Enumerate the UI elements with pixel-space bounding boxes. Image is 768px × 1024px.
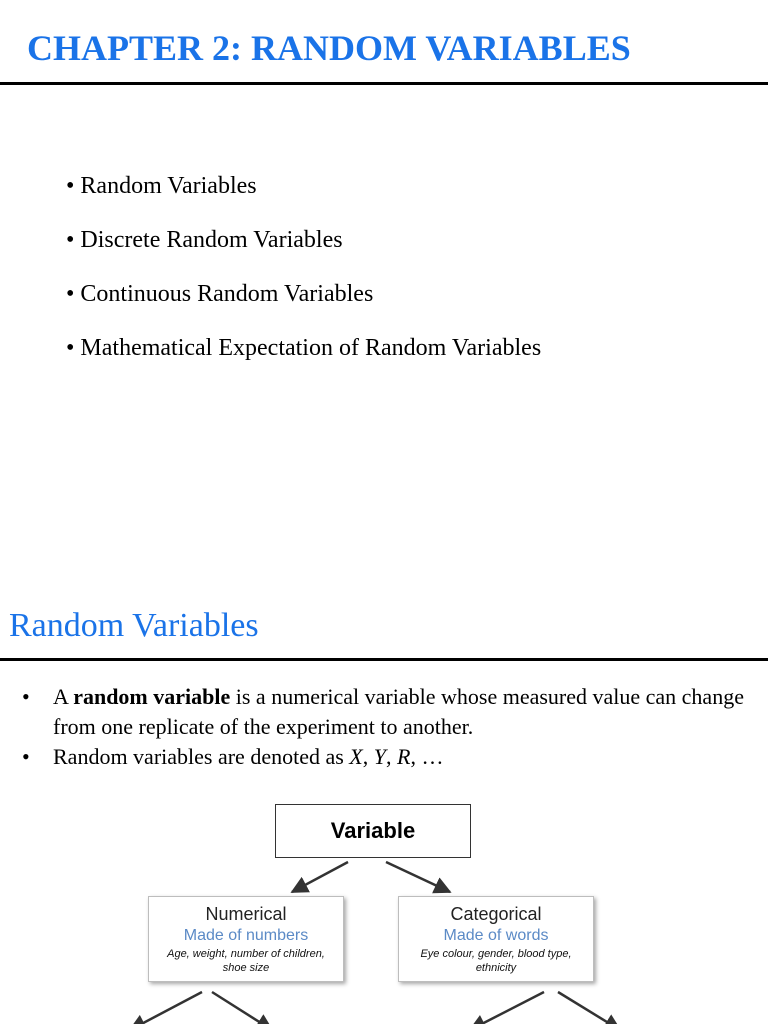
var-r: R [396,744,411,769]
arrow-numerical-left [130,992,202,1024]
numerical-examples: Age, weight, number of children, shoe size [167,948,325,974]
notation-bullet: • Random variables are denoted as X, Y, R, … [22,742,762,772]
outline-item-text: Discrete Random Variables [80,227,343,253]
arrow-to-numerical [292,862,348,892]
arrow-categorical-right [558,992,620,1024]
categorical-examples: Eye colour, gender, blood type, ethnicity [420,948,572,974]
categorical-subtitle: Made of words [443,927,549,944]
arrow-categorical-left [470,992,544,1024]
bullet-rest: is a numerical variable whose measured value can change from one replicate of the experiment to another. [53,684,744,739]
outline-item: • Discrete Random Variables [66,227,343,253]
bullet-prefix: Random variables are denoted as [53,744,350,769]
outline-item-text: Random Variables [80,173,257,199]
bullet-dot: • [22,744,30,769]
outline-item: • Continuous Random Variables [66,281,374,307]
outline-item: • Random Variables [66,173,257,199]
arrow-to-categorical [386,862,450,892]
chapter-title: CHAPTER 2: RANDOM VARIABLES [27,28,631,68]
numerical-box [148,896,344,982]
categorical-label: Categorical [450,904,542,924]
var-y: Y [373,744,386,769]
bullet-prefix: A [53,684,74,709]
variable-box [275,804,471,858]
outline-item-text: Mathematical Expectation of Random Variables [80,335,542,361]
section-title: Random Variables [9,607,259,644]
outline-item-text: Continuous Random Variables [80,281,374,307]
categorical-box [398,896,594,982]
numerical-label: Numerical [205,904,287,924]
bullet-dot: • [22,684,30,709]
bullet-suffix: , … [410,744,444,769]
bold-term: random variable [73,684,231,709]
var-x: X [349,744,363,769]
variable-label: Variable [330,818,416,843]
numerical-subtitle: Made of numbers [183,927,309,944]
outline-item: • Mathematical Expectation of Random Variables [66,335,542,361]
arrow-numerical-right [212,992,272,1024]
